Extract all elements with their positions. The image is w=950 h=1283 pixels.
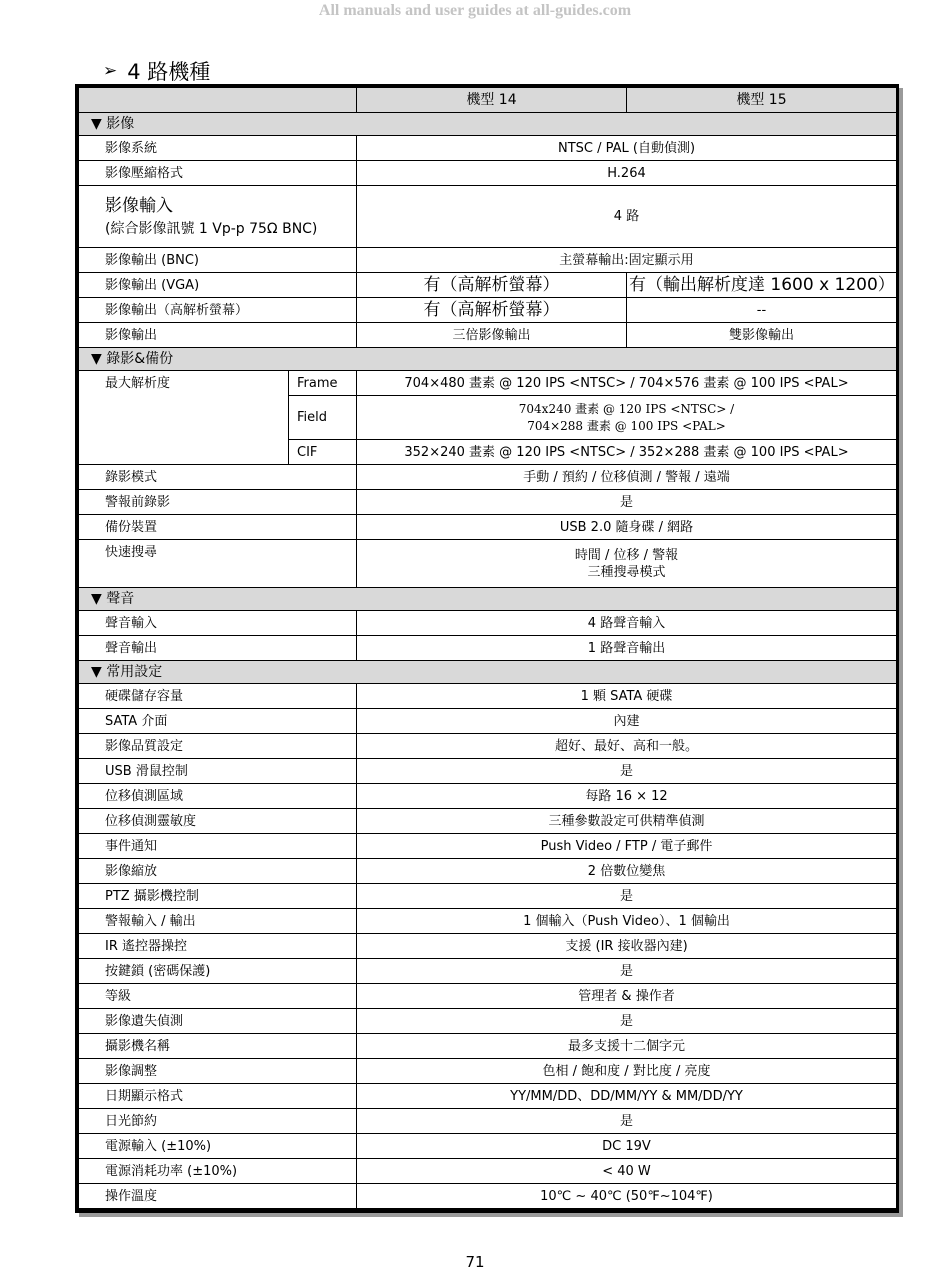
row-label: 影像輸出 — [79, 323, 357, 348]
row-label: 電源消耗功率 (±10%) — [79, 1159, 357, 1184]
table-row — [79, 734, 897, 759]
row-value: DC 19V — [357, 1134, 897, 1159]
header-model-14: 機型 14 — [357, 88, 627, 113]
header-model-15: 機型 15 — [627, 88, 897, 113]
row-value: 每路 16 × 12 — [357, 784, 897, 809]
row-value: 手動 / 預約 / 位移偵測 / 警報 / 遠端 — [357, 465, 897, 490]
arrow-bullet-icon: ➢ — [103, 61, 118, 81]
table-row — [79, 1059, 897, 1084]
field-value-line-2: 704×288 畫素 @ 100 IPS <PAL> — [527, 418, 726, 433]
table-row — [79, 1184, 897, 1209]
row-value: NTSC / PAL (自動偵測) — [357, 136, 897, 161]
row-value: 是 — [357, 959, 897, 984]
watermark: All manuals and user guides at all-guides.com — [318, 2, 632, 19]
table-row — [79, 859, 897, 884]
table-row — [79, 540, 897, 588]
row-value: 1 顆 SATA 硬碟 — [357, 684, 897, 709]
table-row — [79, 273, 897, 298]
video-input-label: 影像輸入 — [105, 195, 173, 216]
row-label: 影像品質設定 — [79, 734, 357, 759]
section-label: ▼ 常用設定 — [79, 661, 897, 684]
row-label: 警報輸入 / 輸出 — [79, 909, 357, 934]
row-value: H.264 — [357, 161, 897, 186]
table-row — [79, 909, 897, 934]
row-label: 最大解析度 — [79, 371, 289, 465]
spec-table — [78, 87, 897, 1209]
section-heading — [103, 56, 210, 86]
row-value: 1 路聲音輸出 — [357, 636, 897, 661]
row-value: 是 — [357, 759, 897, 784]
row-sublabel: Frame — [289, 371, 357, 396]
row-label: 硬碟儲存容量 — [79, 684, 357, 709]
row-value: 4 路聲音輸入 — [357, 611, 897, 636]
table-row — [79, 1009, 897, 1034]
row-label: 攝影機名稱 — [79, 1034, 357, 1059]
row-label: IR 遙控器操控 — [79, 934, 357, 959]
search-value-line-2: 三種搜尋模式 — [587, 564, 666, 580]
table-row — [79, 636, 897, 661]
row-label: 影像輸出 (VGA) — [79, 273, 357, 298]
row-label: 備份裝置 — [79, 515, 357, 540]
table-row — [79, 834, 897, 859]
row-label: 日光節約 — [79, 1109, 357, 1134]
row-label: 按鍵鎖 (密碼保護) — [79, 959, 357, 984]
table-header-row — [79, 88, 897, 113]
row-value: 超好、最好、高和一般。 — [357, 734, 897, 759]
row-label: 影像調整 — [79, 1059, 357, 1084]
row-value: 內建 — [357, 709, 897, 734]
row-label: 影像縮放 — [79, 859, 357, 884]
row-label: PTZ 攝影機控制 — [79, 884, 357, 909]
row-label: 錄影模式 — [79, 465, 357, 490]
row-value: 是 — [357, 1009, 897, 1034]
row-label: 影像壓縮格式 — [79, 161, 357, 186]
table-row — [79, 684, 897, 709]
section-label: ▼ 聲音 — [79, 588, 897, 611]
table-row — [79, 959, 897, 984]
row-value: 2 倍數位變焦 — [357, 859, 897, 884]
section-label: ▼ 影像 — [79, 113, 897, 136]
row-value: 1 個輸入（Push Video）、1 個輸出 — [357, 909, 897, 934]
table-row — [79, 298, 897, 323]
video-input-sublabel: (綜合影像訊號 1 Vp-p 75Ω BNC) — [105, 220, 318, 237]
row-value: 352×240 畫素 @ 120 IPS <NTSC> / 352×288 畫素 @ 100 IPS <PAL> — [357, 440, 897, 465]
row-label: 事件通知 — [79, 834, 357, 859]
row-label: USB 滑鼠控制 — [79, 759, 357, 784]
row-value: 主螢幕輸出:固定顯示用 — [357, 248, 897, 273]
row-value: 是 — [357, 490, 897, 515]
row-value — [357, 540, 897, 588]
table-row — [79, 759, 897, 784]
row-label: 影像系統 — [79, 136, 357, 161]
table-row — [79, 1034, 897, 1059]
section-label: ▼ 錄影&備份 — [79, 348, 897, 371]
row-label: 操作溫度 — [79, 1184, 357, 1209]
table-row — [79, 136, 897, 161]
table-row — [79, 465, 897, 490]
row-label: 等級 — [79, 984, 357, 1009]
row-value: 704×480 畫素 @ 120 IPS <NTSC> / 704×576 畫素 @ 100 IPS <PAL> — [357, 371, 897, 396]
row-label: 快速搜尋 — [79, 540, 357, 588]
row-sublabel: Field — [289, 396, 357, 440]
row-label: 位移偵測靈敏度 — [79, 809, 357, 834]
row-label: 聲音輸出 — [79, 636, 357, 661]
table-row — [79, 809, 897, 834]
table-row — [79, 709, 897, 734]
row-value: 是 — [357, 1109, 897, 1134]
row-value-model-15: -- — [627, 298, 897, 323]
table-row — [79, 161, 897, 186]
row-value: 管理者 & 操作者 — [357, 984, 897, 1009]
row-value — [357, 396, 897, 440]
row-value: USB 2.0 隨身碟 / 網路 — [357, 515, 897, 540]
row-label: 影像遺失偵測 — [79, 1009, 357, 1034]
section-row-general — [79, 661, 897, 684]
row-label: 日期顯示格式 — [79, 1084, 357, 1109]
row-value: 三種參數設定可供精準偵測 — [357, 809, 897, 834]
table-row — [79, 248, 897, 273]
row-label: SATA 介面 — [79, 709, 357, 734]
table-row — [79, 984, 897, 1009]
row-value-model-14: 三倍影像輸出 — [357, 323, 627, 348]
row-label: 警報前錄影 — [79, 490, 357, 515]
section-title: 4 路機種 — [127, 60, 211, 84]
table-row — [79, 1159, 897, 1184]
row-value: YY/MM/DD、DD/MM/YY & MM/DD/YY — [357, 1084, 897, 1109]
row-value-model-14: 有（高解析螢幕） — [357, 273, 627, 298]
row-value: 色相 / 飽和度 / 對比度 / 亮度 — [357, 1059, 897, 1084]
section-row-record — [79, 348, 897, 371]
row-label: 電源輸入 (±10%) — [79, 1134, 357, 1159]
row-value: 是 — [357, 884, 897, 909]
row-value: 10℃ ~ 40℃ (50℉~104℉) — [357, 1184, 897, 1209]
table-row — [79, 186, 897, 248]
row-label: 位移偵測區域 — [79, 784, 357, 809]
table-row — [79, 884, 897, 909]
row-label — [79, 186, 357, 248]
row-label: 影像輸出 (BNC) — [79, 248, 357, 273]
section-row-audio — [79, 588, 897, 611]
table-row — [79, 784, 897, 809]
row-label: 聲音輸入 — [79, 611, 357, 636]
table-row — [79, 490, 897, 515]
row-value: 最多支援十二個字元 — [357, 1034, 897, 1059]
header-blank-cell — [79, 88, 357, 113]
row-sublabel: CIF — [289, 440, 357, 465]
table-row — [79, 371, 897, 396]
table-row — [79, 934, 897, 959]
table-row — [79, 515, 897, 540]
page-number: 71 — [465, 1253, 485, 1271]
row-value: < 40 W — [357, 1159, 897, 1184]
row-value: Push Video / FTP / 電子郵件 — [357, 834, 897, 859]
row-value: 支援 (IR 接收器內建) — [357, 934, 897, 959]
row-value-model-14: 有（高解析螢幕） — [357, 298, 627, 323]
field-value-line-1: 704x240 畫素 @ 120 IPS <NTSC> / — [518, 401, 735, 416]
row-label: 影像輸出（高解析螢幕） — [79, 298, 357, 323]
search-value-line-1: 時間 / 位移 / 警報 — [574, 547, 679, 563]
row-value: 4 路 — [357, 186, 897, 248]
row-value-model-15: 雙影像輸出 — [627, 323, 897, 348]
section-row-video — [79, 113, 897, 136]
table-row — [79, 611, 897, 636]
row-value-model-15: 有（輸出解析度達 1600 x 1200） — [627, 273, 897, 298]
spec-table-frame — [75, 84, 899, 1213]
table-row — [79, 1084, 897, 1109]
table-row — [79, 1109, 897, 1134]
table-row — [79, 1134, 897, 1159]
table-row — [79, 323, 897, 348]
